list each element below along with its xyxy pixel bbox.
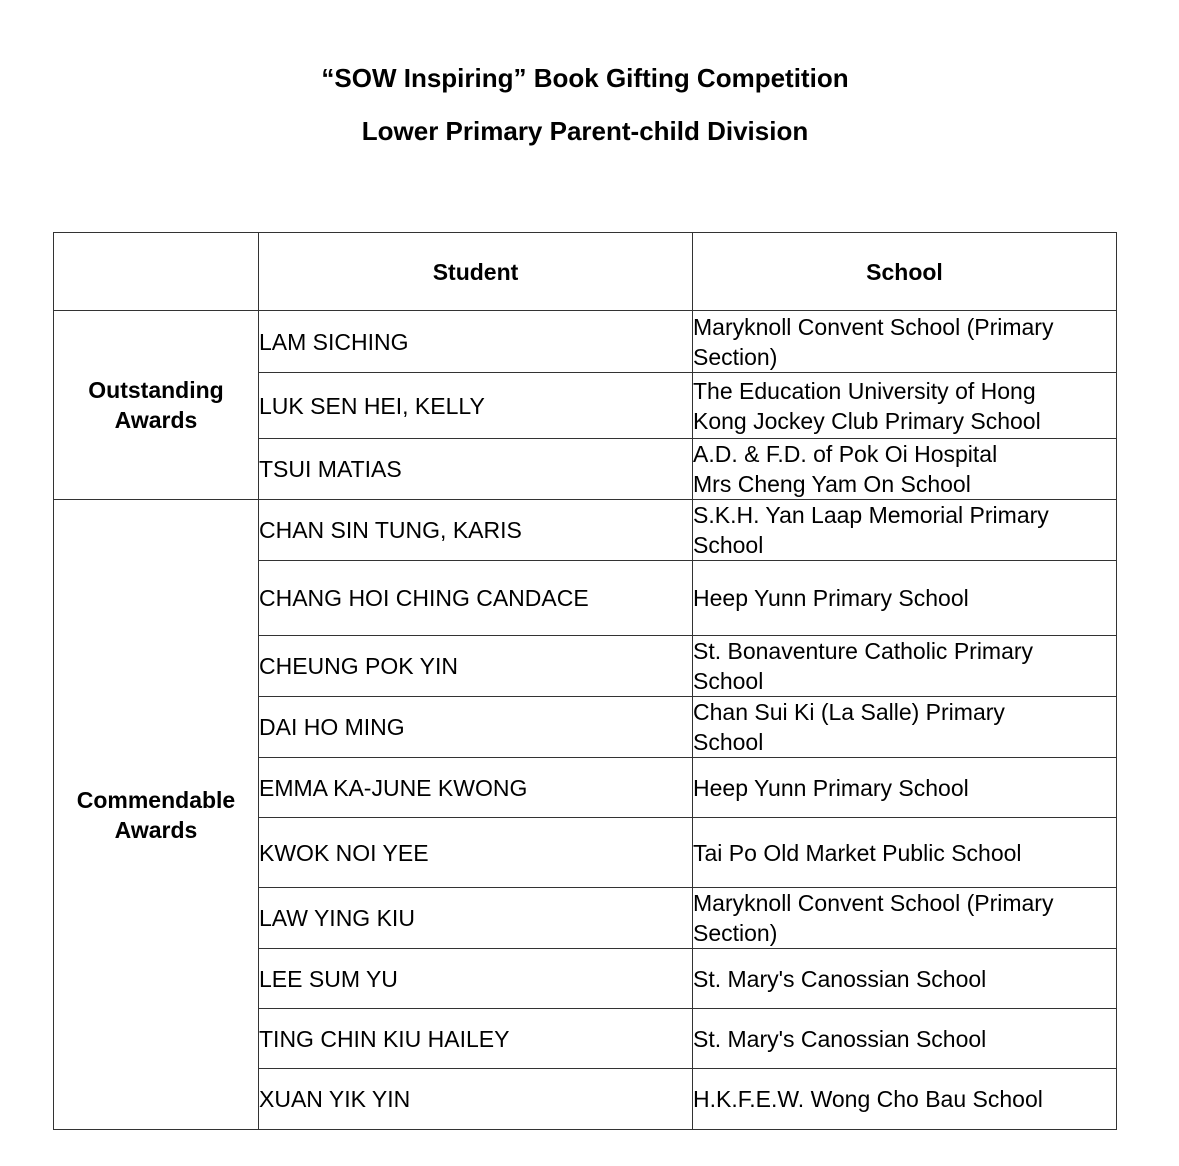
school-name	[693, 373, 1117, 439]
school-name-line: St. Mary's Canossian School	[693, 1025, 987, 1052]
student-name: CHEUNG POK YIN	[259, 636, 693, 697]
document-title: “SOW Inspiring” Book Gifting Competition	[321, 63, 849, 93]
school-name-line: School	[693, 668, 764, 694]
student-name: DAI HO MING	[259, 697, 693, 758]
school-name	[693, 949, 1117, 1009]
school-name-line: Chan Sui Ki (La Salle) Primary	[693, 699, 1005, 725]
school-name	[693, 439, 1117, 500]
school-name-line: School	[693, 729, 764, 755]
school-name-line: Kong Jockey Club Primary School	[693, 407, 1041, 434]
table-row	[54, 311, 1117, 373]
table-header-row	[54, 233, 1117, 311]
school-name-line: A.D. & F.D. of Pok Oi Hospital	[693, 441, 998, 467]
school-name-line: S.K.H. Yan Laap Memorial Primary	[693, 502, 1049, 528]
student-name: LUK SEN HEI, KELLY	[259, 373, 693, 439]
student-name: TING CHIN KIU HAILEY	[259, 1009, 693, 1069]
document-subtitle: Lower Primary Parent-child Division	[361, 116, 809, 146]
school-name	[693, 561, 1117, 636]
student-name: LEE SUM YU	[259, 949, 693, 1009]
school-name-line: Tai Po Old Market Public School	[693, 839, 1022, 866]
student-name: CHANG HOI CHING CANDACE	[259, 561, 693, 636]
award-category-label: Commendable Awards	[76, 786, 236, 843]
school-name-line: Heep Yunn Primary School	[693, 585, 969, 611]
student-name: LAM SICHING	[259, 311, 693, 373]
student-name: CHAN SIN TUNG, KARIS	[259, 500, 693, 561]
school-name-line: Section)	[693, 920, 778, 946]
school-name	[693, 758, 1117, 818]
award-category	[54, 500, 259, 1130]
school-name	[693, 1009, 1117, 1069]
table-row	[54, 500, 1117, 561]
award-category	[54, 311, 259, 500]
school-name-line: Section)	[693, 343, 778, 370]
award-category-label: Outstanding Awards	[88, 377, 224, 433]
student-name: XUAN YIK YIN	[259, 1069, 693, 1130]
school-name-line: H.K.F.E.W. Wong Cho Bau School	[693, 1086, 1043, 1112]
school-name-line: School	[693, 532, 764, 558]
awards-table	[53, 232, 1117, 1130]
school-name-line: Heep Yunn Primary School	[693, 774, 969, 801]
school-name-line: Maryknoll Convent School (Primary	[693, 890, 1054, 916]
student-name: LAW YING KIU	[259, 888, 693, 949]
header-school: School	[693, 233, 1117, 311]
school-name	[693, 636, 1117, 697]
student-name: TSUI MATIAS	[259, 439, 693, 500]
header-student: Student	[259, 233, 693, 311]
school-name	[693, 697, 1117, 758]
school-name-line: St. Mary's Canossian School	[693, 965, 987, 992]
school-name	[693, 500, 1117, 561]
school-name	[693, 1069, 1117, 1130]
header-category	[54, 233, 259, 311]
school-name-line: The Education University of Hong	[693, 377, 1036, 404]
school-name	[693, 818, 1117, 888]
school-name-line: Mrs Cheng Yam On School	[693, 471, 971, 497]
school-name-line: St. Bonaventure Catholic Primary	[693, 638, 1034, 664]
school-name	[693, 311, 1117, 373]
student-name: EMMA KA-JUNE KWONG	[259, 758, 693, 818]
school-name-line: Maryknoll Convent School (Primary	[693, 313, 1054, 340]
awards-table-body	[54, 311, 1117, 1130]
student-name: KWOK NOI YEE	[259, 818, 693, 888]
school-name	[693, 888, 1117, 949]
